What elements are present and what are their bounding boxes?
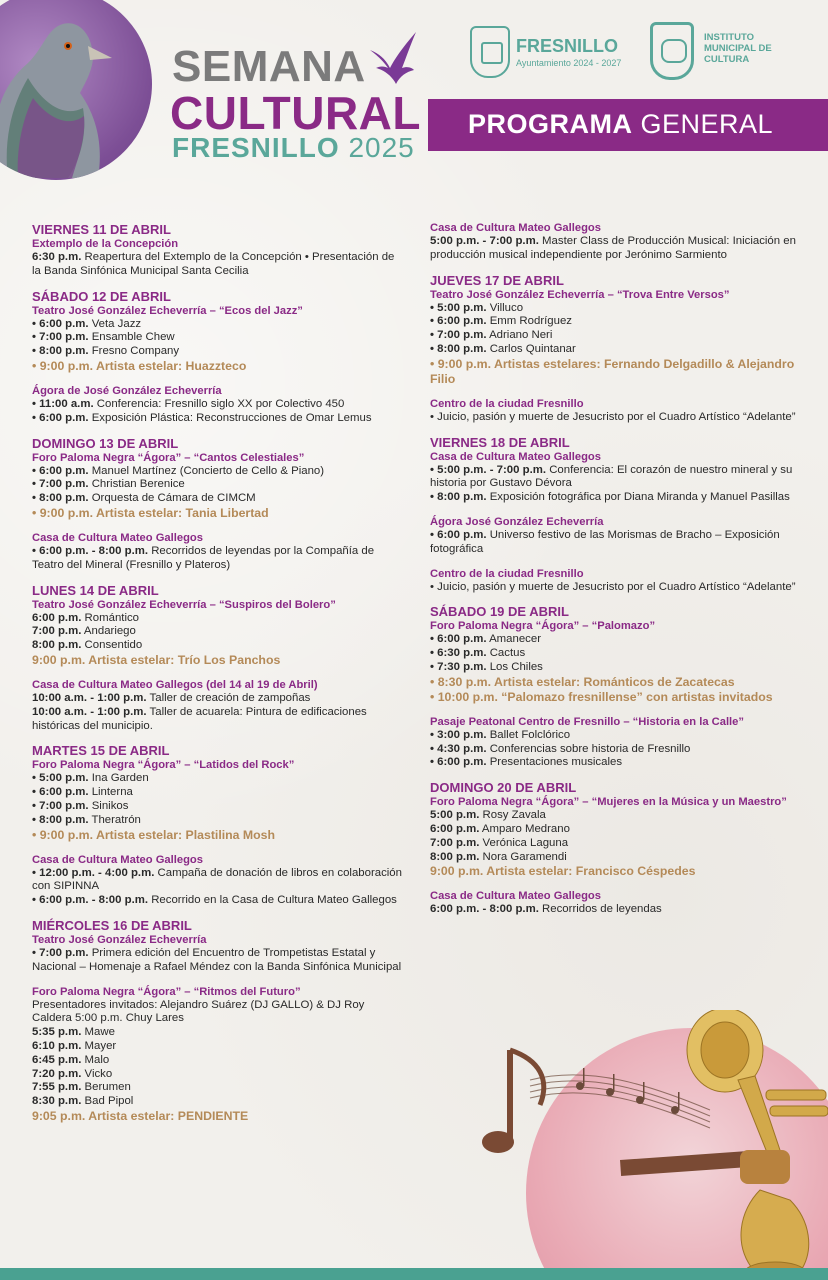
event-row: 8:30 p.m. Bad Pipol	[32, 1095, 134, 1108]
headliner-row: 9:05 p.m. Artista estelar: PENDIENTE	[32, 1108, 249, 1123]
event-row: 6:45 p.m. Malo	[32, 1053, 110, 1066]
event-row: 6:00 p.m. Romántico	[32, 611, 140, 624]
event-row: 8:00 p.m. Nora Garamendi	[430, 850, 567, 863]
event-row: • 6:00 p.m. Manuel Martínez (Concierto de Cello & Piano)	[32, 464, 325, 477]
event-row: • 7:00 p.m. Ensamble Chew	[32, 331, 175, 344]
venue-heading: Foro Paloma Negra “Ágora” – “Mujeres en la Música y un Maestro”	[430, 796, 787, 809]
venue-heading: Foro Paloma Negra “Ágora” – “Ritmos del Futuro”	[32, 985, 301, 998]
title-line-1: SEMANA	[172, 42, 366, 91]
day-block-sabado-19	[430, 604, 810, 770]
day-block-miercoles-16	[32, 918, 404, 1124]
event-row: 8:00 p.m. Consentido	[32, 639, 143, 652]
event-row: • 5:00 p.m. Ina Garden	[32, 772, 149, 785]
event-row: • 8:00 p.m. Fresno Company	[32, 345, 180, 358]
day-block-lunes-14	[32, 583, 404, 734]
venue-heading: Ágora José González Echeverría	[430, 515, 604, 528]
day-block-domingo-20	[430, 780, 810, 917]
venue-heading: Foro Paloma Negra “Ágora” – “Palomazo”	[430, 620, 656, 633]
event-row: • 4:30 p.m. Conferencias sobre historia de Fresnillo	[430, 742, 691, 755]
event-row: • 12:00 p.m. - 4:00 p.m. Campaña de donación de libros en colaboración con SIPINNA	[32, 866, 402, 893]
headliner-row: 9:00 p.m. Artista estelar: Francisco Céspedes	[430, 864, 696, 879]
day-block-viernes-18	[430, 435, 810, 595]
venue-heading: Casa de Cultura Mateo Gallegos	[430, 450, 601, 463]
dove-icon	[366, 30, 418, 86]
venue-heading: Ágora de José González Echeverría	[32, 384, 222, 397]
headliner-row: • 9:00 p.m. Artista estelar: Huazzteco	[32, 358, 247, 373]
event-row: 10:00 a.m. - 1:00 p.m. Taller de acuarela: Pintura de edificaciones históricas del municipio.	[32, 705, 367, 732]
event-row: • 7:00 p.m. Primera edición del Encuentro de Trompetistas Estatal y Nacional – Homenaje a Rafael Méndez con la Banda Sinfónica Municipal	[32, 946, 402, 973]
event-row: 6:10 p.m. Mayer	[32, 1039, 117, 1052]
day-heading: SÁBADO 12 DE ABRIL	[32, 288, 171, 304]
music-instruments-icon	[470, 1010, 828, 1280]
venue-heading: Centro de la ciudad Fresnillo	[430, 567, 584, 580]
event-row: 6:00 p.m. Amparo Medrano	[430, 822, 570, 835]
venue-heading: Foro Paloma Negra “Ágora” – “Latidos del Rock”	[32, 759, 295, 772]
day-heading: SÁBADO 19 DE ABRIL	[430, 604, 569, 620]
event-row: 5:00 p.m. - 7:00 p.m. Master Class de Producción Musical: Iniciación en producción musical independiente por Jerónimo Sarmiento	[430, 235, 796, 261]
day-heading: JUEVES 17 DE ABRIL	[430, 272, 564, 288]
fresnillo-logo-name: FRESNILLO	[516, 36, 618, 56]
headliner-row: • 8:30 p.m. Artista estelar: Románticos de Zacatecas	[430, 674, 735, 689]
event-row: • 8:00 p.m. Orquesta de Cámara de CIMCM	[32, 492, 256, 505]
event-row: • 6:00 p.m. Linterna	[32, 786, 133, 799]
event-title	[170, 30, 421, 163]
venue-heading: Teatro José González Echeverría – “Trova Entre Versos”	[430, 288, 730, 301]
event-row: 10:00 a.m. - 1:00 p.m. Taller de creación de zampoñas	[32, 691, 311, 704]
title-year: 2025	[348, 132, 415, 163]
event-intro: Presentadores invitados: Alejandro Suárez (DJ GALLO) & DJ Roy Caldera 5:00 p.m. Chuy Lares	[32, 998, 365, 1025]
title-city: FRESNILLO	[172, 132, 340, 163]
event-row: 7:00 p.m. Andariego	[32, 625, 136, 638]
event-row: • 7:00 p.m. Christian Berenice	[32, 478, 185, 491]
event-row: • 8:00 p.m. Theratrón	[32, 813, 141, 826]
event-row: • 6:00 p.m. Emm Rodríguez	[430, 315, 572, 328]
event-row: • 7:00 p.m. Adriano Neri	[430, 329, 553, 342]
fresnillo-logo	[470, 26, 630, 82]
event-row: • 3:00 p.m. Ballet Folclórico	[430, 728, 571, 741]
event-row: • 6:00 p.m. Amanecer	[430, 633, 541, 646]
imc-logo	[650, 22, 780, 82]
venue-heading: Teatro José González Echeverría – “Ecos del Jazz”	[32, 304, 303, 317]
event-row: 6:00 p.m. - 8:00 p.m. Recorridos de leyendas	[430, 903, 662, 916]
day-heading: VIERNES 11 DE ABRIL	[32, 222, 171, 237]
headliner-row: • 9:00 p.m. Artistas estelares: Fernando Delgadillo & Alejandro Filio	[430, 356, 795, 386]
event-row: • 7:30 p.m. Los Chiles	[430, 660, 543, 673]
event-row: 6:30 p.m. Reapertura del Extemplo de la Concepción • Presentación de la Banda Sinfónica Municipal Santa Cecilia	[32, 251, 395, 277]
event-row: • 11:00 a.m. Conferencia: Fresnillo siglo XX por Colectivo 450	[32, 397, 345, 410]
day-heading: DOMINGO 20 DE ABRIL	[430, 780, 577, 796]
schedule-right-column	[430, 221, 810, 917]
day-heading: MARTES 15 DE ABRIL	[32, 743, 170, 759]
venue-heading: Casa de Cultura Mateo Gallegos	[430, 890, 601, 903]
venue-heading: Teatro José González Echeverría – “Suspiros del Bolero”	[32, 598, 336, 611]
day-block-viernes-11	[32, 222, 404, 279]
culture-mask-icon	[650, 22, 694, 80]
event-row: • 5:00 p.m. Villuco	[430, 301, 524, 314]
day-heading: VIERNES 18 DE ABRIL	[430, 434, 570, 450]
banner-light: GENERAL	[640, 109, 774, 139]
pigeon-image-circle	[0, 0, 152, 180]
event-row: 7:00 p.m. Verónica Laguna	[430, 836, 569, 849]
fresnillo-shield-icon	[470, 26, 510, 78]
venue-heading: Centro de la ciudad Fresnillo	[430, 397, 584, 410]
headliner-row: 9:00 p.m. Artista estelar: Trío Los Panchos	[32, 652, 281, 667]
venue-heading: Foro Paloma Negra “Ágora” – “Cantos Celestiales”	[32, 451, 305, 464]
venue-heading: Pasaje Peatonal Centro de Fresnillo – “Historia en la Calle”	[430, 715, 744, 728]
music-decoration	[470, 1010, 828, 1280]
event-row: • Juicio, pasión y muerte de Jesucristo por el Cuadro Artístico “Adelante”	[430, 410, 796, 423]
day-heading: DOMINGO 13 DE ABRIL	[32, 435, 179, 451]
day-block-martes-15	[32, 743, 404, 908]
day-block-sabado-12	[32, 289, 404, 426]
day-block-domingo-13	[32, 436, 404, 573]
event-row: 5:00 p.m. Rosy Zavala	[430, 809, 546, 822]
day-heading: MIÉRCOLES 16 DE ABRIL	[32, 917, 192, 933]
venue-heading: Casa de Cultura Mateo Gallegos	[430, 222, 601, 234]
event-row: • 6:30 p.m. Cactus	[430, 647, 526, 660]
banner-text	[468, 109, 773, 140]
day-block-miercoles-16-cont	[430, 221, 810, 263]
event-row: 5:35 p.m. Mawe	[32, 1026, 115, 1039]
event-row: • 6:00 p.m. - 8:00 p.m. Recorrido en la Casa de Cultura Mateo Gallegos	[32, 894, 397, 907]
headliner-row: • 9:00 p.m. Artista estelar: Tania Libertad	[32, 505, 269, 520]
event-row: 7:20 p.m. Vicko	[32, 1067, 113, 1080]
headliner-row: • 10:00 p.m. “Palomazo fresnillense” con artistas invitados	[430, 689, 773, 704]
event-row: • 8:00 p.m. Exposición fotográfica por Diana Miranda y Manuel Pasillas	[430, 491, 790, 504]
pigeon-icon	[0, 8, 128, 178]
venue-heading: Casa de Cultura Mateo Gallegos	[32, 853, 203, 866]
bottom-color-bar	[0, 1268, 828, 1280]
event-row: • 6:00 p.m. Universo festivo de las Morismas de Bracho – Exposición fotográfica	[430, 528, 780, 555]
event-row: • 6:00 p.m. - 8:00 p.m. Recorridos de leyendas por la Compañía de Teatro del Mineral (Fresnillo y Plateros)	[32, 544, 375, 571]
event-row: • 8:00 p.m. Carlos Quintanar	[430, 342, 576, 355]
title-line-2: CULTURAL	[170, 87, 421, 139]
event-row: • 6:00 p.m. Presentaciones musicales	[430, 756, 623, 769]
event-row: • 5:00 p.m. - 7:00 p.m. Conferencia: El corazón de nuestro mineral y su historia por Gustavo Dévora	[430, 463, 793, 490]
day-heading: LUNES 14 DE ABRIL	[32, 582, 159, 598]
venue-heading: Casa de Cultura Mateo Gallegos (del 14 al 19 de Abril)	[32, 678, 318, 691]
venue-heading: Casa de Cultura Mateo Gallegos	[32, 531, 203, 544]
day-block-jueves-17	[430, 273, 810, 425]
event-row: • 6:00 p.m. Exposición Plástica: Reconstrucciones de Omar Lemus	[32, 411, 372, 424]
headliner-row: • 9:00 p.m. Artista estelar: Plastilina Mosh	[32, 827, 276, 842]
imc-logo-text: INSTITUTO MUNICIPAL DE CULTURA	[704, 32, 772, 65]
banner-bold: PROGRAMA	[468, 109, 633, 139]
venue-heading: Extemplo de la Concepción	[32, 238, 179, 250]
event-row: • 7:00 p.m. Sinikos	[32, 799, 129, 812]
fresnillo-logo-subtitle: Ayuntamiento 2024 - 2027	[516, 58, 622, 68]
title-line-3	[172, 132, 415, 164]
event-row: 7:55 p.m. Berumen	[32, 1081, 131, 1094]
venue-heading: Teatro José González Echeverría	[32, 933, 207, 946]
event-row: • 6:00 p.m. Veta Jazz	[32, 317, 142, 330]
event-row: • Juicio, pasión y muerte de Jesucristo por el Cuadro Artístico “Adelante”	[430, 580, 796, 593]
schedule-left-column	[32, 222, 404, 1124]
program-banner	[428, 99, 828, 151]
